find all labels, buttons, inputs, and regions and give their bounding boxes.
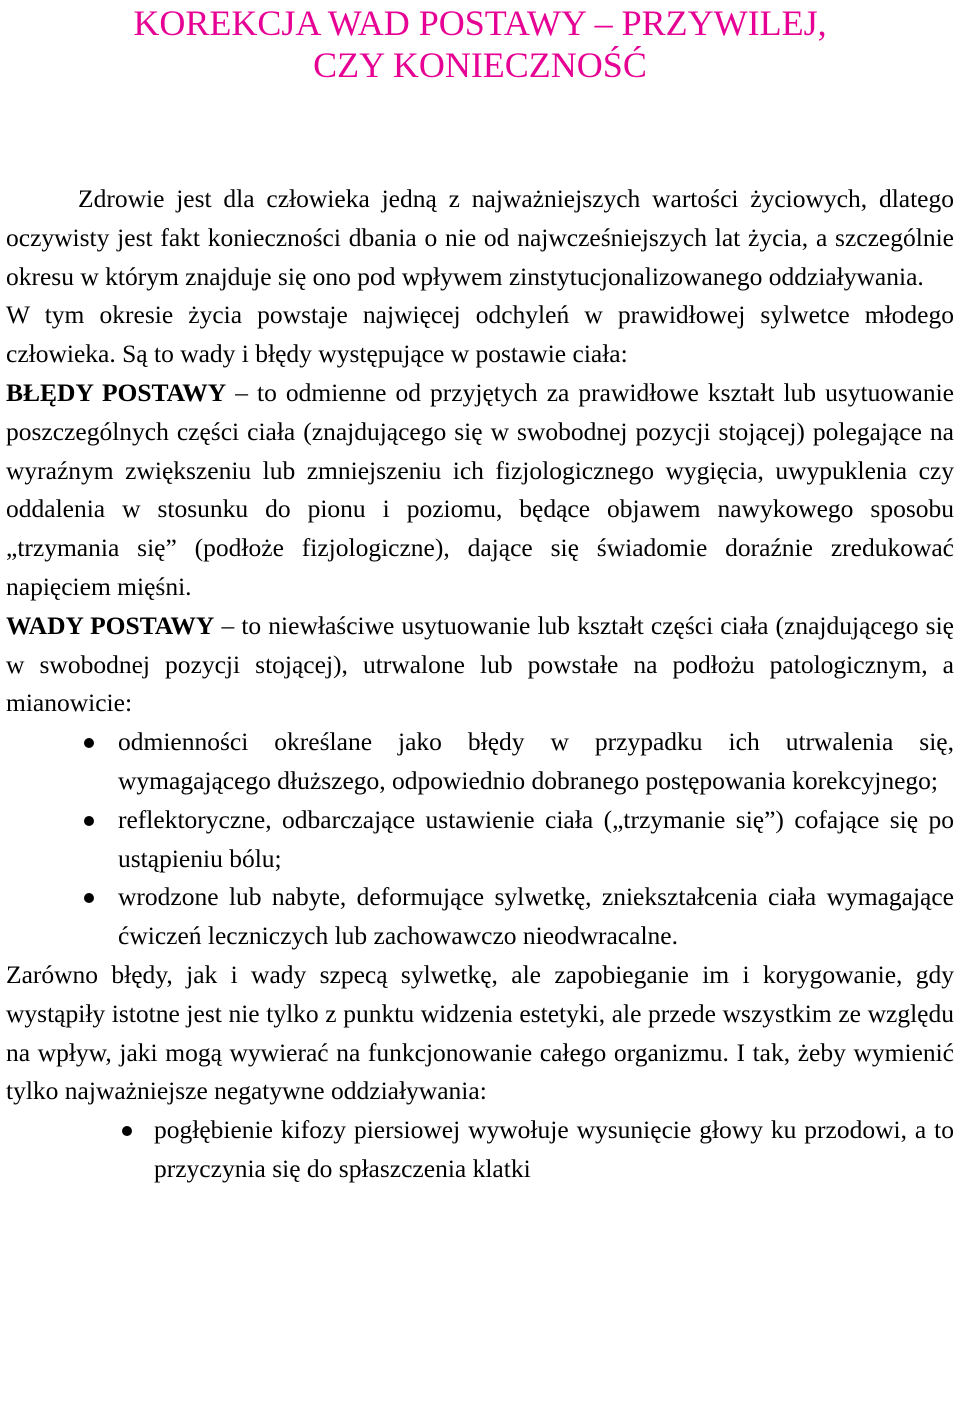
intro-paragraph-2: W tym okresie życia powstaje najwięcej odchyleń w prawidłowej sylwetce młodego człowieka. Są to wady i błędy występujące w postawie ciała: xyxy=(6,300,954,369)
wady-definition xyxy=(6,607,954,723)
wady-list xyxy=(6,723,954,956)
bullet-icon xyxy=(122,1126,132,1136)
list-item: pogłębienie kifozy piersiowej wywołuje wysunięcie głowy ku przodowi, a to przyczynia się do spłaszczenia klatki xyxy=(6,1111,954,1189)
wady-label: WADY POSTAWY xyxy=(6,610,215,640)
effects-list xyxy=(6,1111,954,1189)
intro-paragraph: Zdrowie jest dla człowieka jedną z najważniejszych wartości życiowych, dlatego oczywisty jest fakt konieczności dbania o nie od najwcześniejszych lat życia, a szczególnie okresu w którym znajduje się ono pod wpływem zinstytucjonalizowanego oddziaływania. xyxy=(6,184,954,291)
document-body xyxy=(6,180,954,1189)
list-item: odmienności określane jako błędy w przypadku ich utrwalenia się, wymagającego dłuższego, odpowiednio dobranego postępowania korekcyjnego; xyxy=(6,723,954,801)
bledy-definition xyxy=(6,374,954,607)
bullet-icon xyxy=(84,738,94,748)
bledy-text: – to odmienne od przyjętych za prawidłowe kształt lub usytuowanie poszczególnych części ciała (znajdującego się w swobodnej pozycji stojącej) polegające na wyraźnym zwiększeniu lub zmniejszeniu ich fizjologicznego wygięcia, uwypuklenia czy oddalenia w stosunku do pionu i poziomu, będące objawem nawykowego sposobu „trzymania się” (podłoże fizjologiczne), dające się świadomie doraźnie zredukować napięciem mięśni. xyxy=(6,377,954,601)
summary-paragraph: Zarówno błędy, jak i wady szpecą sylwetkę, ale zapobieganie im i korygowanie, gdy wystąpiły istotne jest nie tylko z punktu widzenia estetyki, ale przede wszystkim ze względu na wpływ, jaki mogą wywierać na funkcjonowanie całego organizmu. I tak, żeby wymienić tylko najważniejsze negatywne oddziaływania: xyxy=(6,959,954,1106)
bullet-icon xyxy=(84,816,94,826)
bledy-label: BŁĘDY POSTAWY xyxy=(6,377,227,407)
list-item: reflektoryczne, odbarczające ustawienie ciała („trzymanie się”) cofające się po ustąpieniu bólu; xyxy=(6,801,954,879)
wady-text: – to niewłaściwe usytuowanie lub kształt części ciała (znajdującego się w swobodnej pozycji stojącej), utrwalone lub powstałe na podłożu patologicznym, a mianowicie: xyxy=(6,610,954,718)
page-title xyxy=(6,2,954,86)
title-line-1: KOREKCJA WAD POSTAWY – PRZYWILEJ, xyxy=(133,3,827,43)
bullet-icon xyxy=(84,893,94,903)
list-item: wrodzone lub nabyte, deformujące sylwetkę, zniekształcenia ciała wymagające ćwiczeń leczniczych lub zachowawczo nieodwracalne. xyxy=(6,878,954,956)
title-line-2: CZY KONIECZNOŚĆ xyxy=(313,45,647,85)
